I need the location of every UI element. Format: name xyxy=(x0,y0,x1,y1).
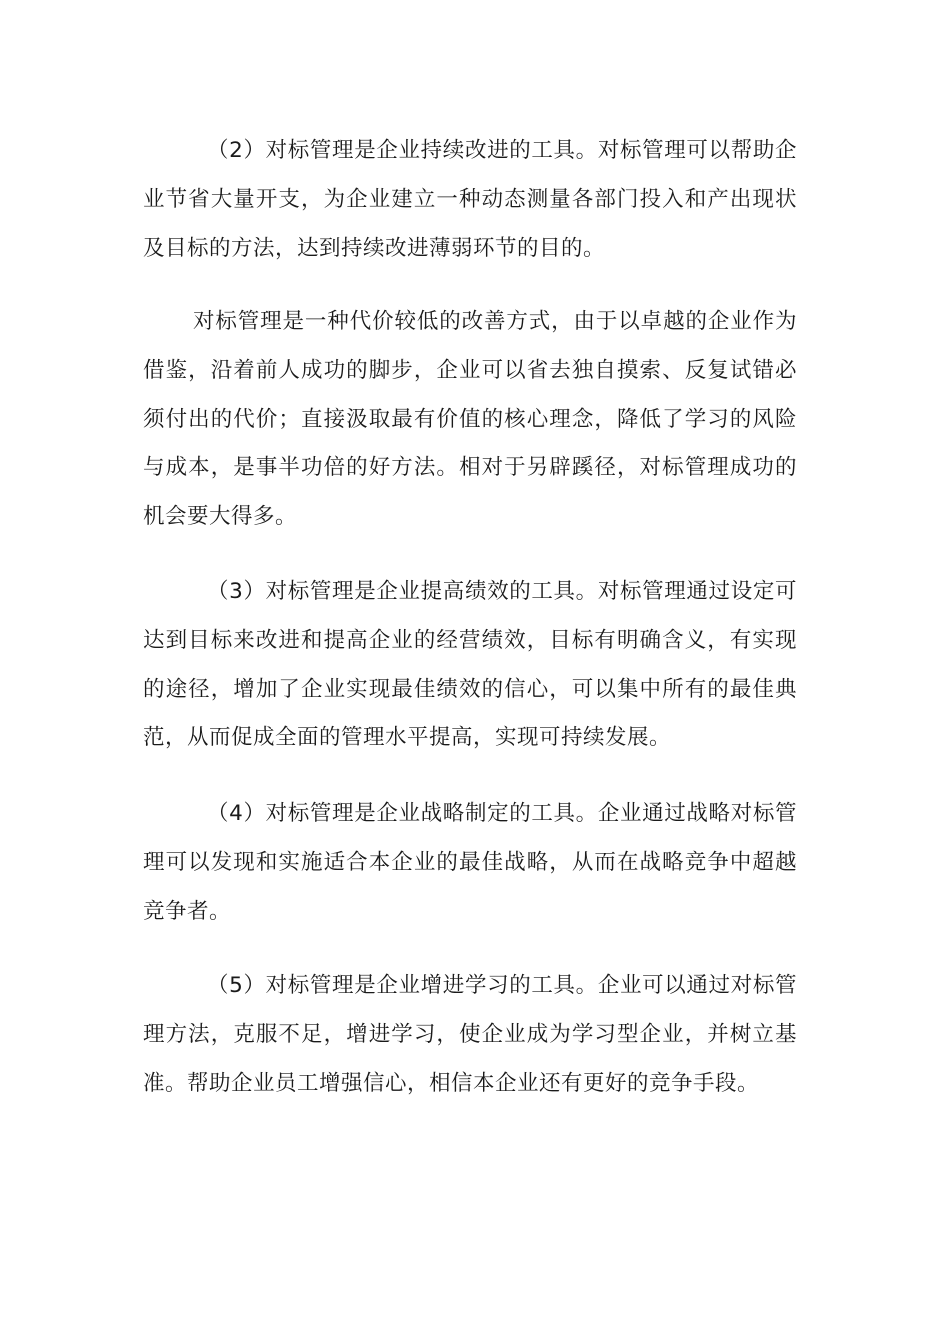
paragraph-benefit-5: （5）对标管理是企业增进学习的工具。企业可以通过对标管理方法，克服不足，增进学习，使企业成为学习型企业，并树立基准。帮助企业员工增强信心，相信本企业还有更好的竞争手段。 xyxy=(143,973,797,1096)
paragraph-low-cost-note: 对标管理是一种代价较低的改善方式，由于以卓越的企业作为借鉴，沿着前人成功的脚步，企业可以省去独自摸索、反复试错必须付出的代价；直接汲取最有价值的核心理念，降低了学习的风险与成本，是事半功倍的好方法。相对于另辟蹊径，对标管理成功的机会要大得多。 xyxy=(143,309,797,530)
paragraph-benefit-4: （4）对标管理是企业战略制定的工具。企业通过战略对标管理可以发现和实施适合本企业的最佳战略，从而在战略竞争中超越竞争者。 xyxy=(143,801,797,924)
paragraph-benefit-3: （3）对标管理是企业提高绩效的工具。对标管理通过设定可达到目标来改进和提高企业的经营绩效，目标有明确含义，有实现的途径，增加了企业实现最佳绩效的信心，可以集中所有的最佳典范，从而促成全面的管理水平提高，实现可持续发展。 xyxy=(143,579,797,751)
paragraph-benefit-2: （2）对标管理是企业持续改进的工具。对标管理可以帮助企业节省大量开支，为企业建立一种动态测量各部门投入和产出现状及目标的方法，达到持续改进薄弱环节的目的。 xyxy=(143,138,797,261)
